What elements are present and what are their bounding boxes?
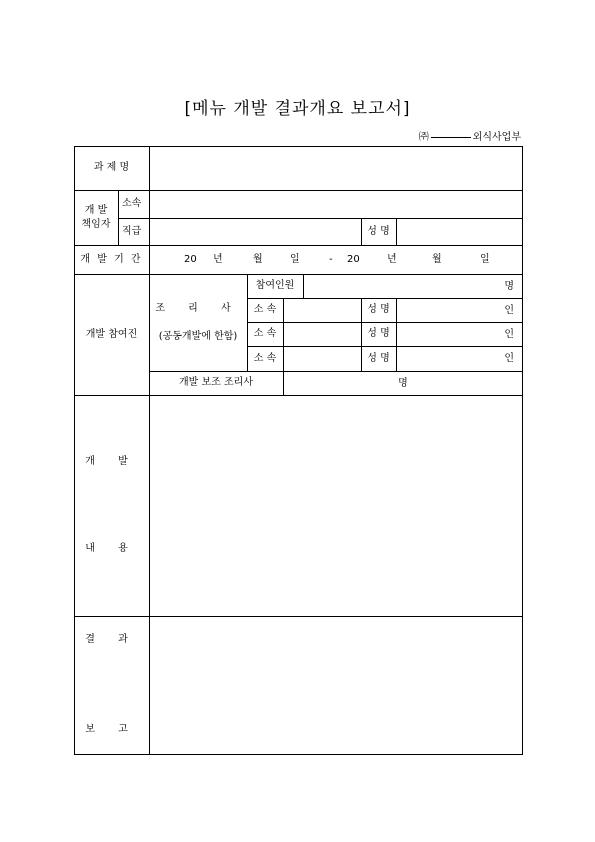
document-title: [메뉴 개발 결과개요 보고서]: [184, 99, 411, 119]
cook-label: 조 리 사: [155, 303, 241, 314]
period-label: 개 발 기 간: [80, 253, 143, 265]
leader-label-line2: 책임자: [81, 218, 111, 230]
result-report-field[interactable]: [150, 617, 522, 754]
result-label-line1: 결 과: [85, 634, 138, 646]
member-2-affiliation-label: 소 속: [253, 328, 277, 340]
cook-group: [149, 274, 247, 371]
leader-position-field[interactable]: [150, 219, 361, 245]
assistant-count-field[interactable]: [284, 372, 522, 395]
company-mark: ㈜: [418, 132, 429, 143]
affiliation-label: 소속: [122, 198, 142, 210]
period-end-month-unit: 월: [432, 254, 442, 266]
assistant-label: 개발 보조 조리사: [179, 377, 253, 389]
participants-label: 개발 참여진: [85, 328, 138, 340]
member-3-seal: 인: [504, 353, 514, 365]
leader-name-field[interactable]: [397, 219, 522, 245]
company-name-blank[interactable]: [431, 137, 471, 138]
project-name-field[interactable]: [150, 147, 522, 190]
headcount-label: 참여인원: [255, 280, 295, 292]
member-2-seal: 인: [504, 328, 514, 340]
leader-name-label: 성 명: [367, 225, 390, 237]
member-3-affiliation-field[interactable]: [284, 347, 361, 371]
project-name-label: 과 제 명: [93, 162, 130, 174]
period-end-day-unit: 일: [480, 254, 490, 266]
member-1-name-field[interactable]: [397, 299, 522, 322]
period-end-year: 20: [347, 254, 360, 266]
development-period-field[interactable]: [150, 246, 522, 274]
period-dash: -: [329, 254, 333, 266]
assistant-unit: 명: [398, 377, 408, 389]
cook-note: (공동개발에 한함): [158, 330, 238, 342]
member-3-name-field[interactable]: [397, 347, 522, 371]
development-content-field[interactable]: [150, 396, 522, 616]
headcount-unit: 명: [504, 280, 514, 292]
period-end-year-unit: 년: [387, 254, 397, 266]
member-1-name-label: 성 명: [367, 304, 390, 316]
member-2-name-field[interactable]: [397, 323, 522, 346]
member-1-seal: 인: [504, 304, 514, 316]
member-3-affiliation-label: 소 속: [253, 352, 277, 364]
leader-affiliation-field[interactable]: [150, 191, 522, 218]
period-start-month-unit: 월: [253, 254, 263, 266]
department-line: [419, 128, 521, 143]
member-2-affiliation-field[interactable]: [284, 323, 361, 346]
period-start-day-unit: 일: [290, 254, 300, 266]
position-label: 직급: [122, 225, 142, 237]
period-start-year-unit: 년: [213, 254, 223, 266]
leader-label: [74, 190, 118, 245]
member-2-name-label: 성 명: [367, 328, 390, 340]
period-start-year: 20: [184, 254, 197, 266]
content-label-line1: 개 발: [85, 456, 138, 468]
headcount-field[interactable]: [304, 275, 522, 298]
member-3-name-label: 성 명: [367, 352, 390, 364]
member-1-affiliation-field[interactable]: [284, 299, 361, 322]
member-1-affiliation-label: 소 속: [253, 304, 277, 316]
content-label-line2: 내 용: [85, 543, 138, 555]
result-label-line2: 보 고: [85, 724, 138, 736]
department-name: 외식사업부: [472, 132, 521, 143]
leader-label-line1: 개 발: [84, 205, 108, 216]
